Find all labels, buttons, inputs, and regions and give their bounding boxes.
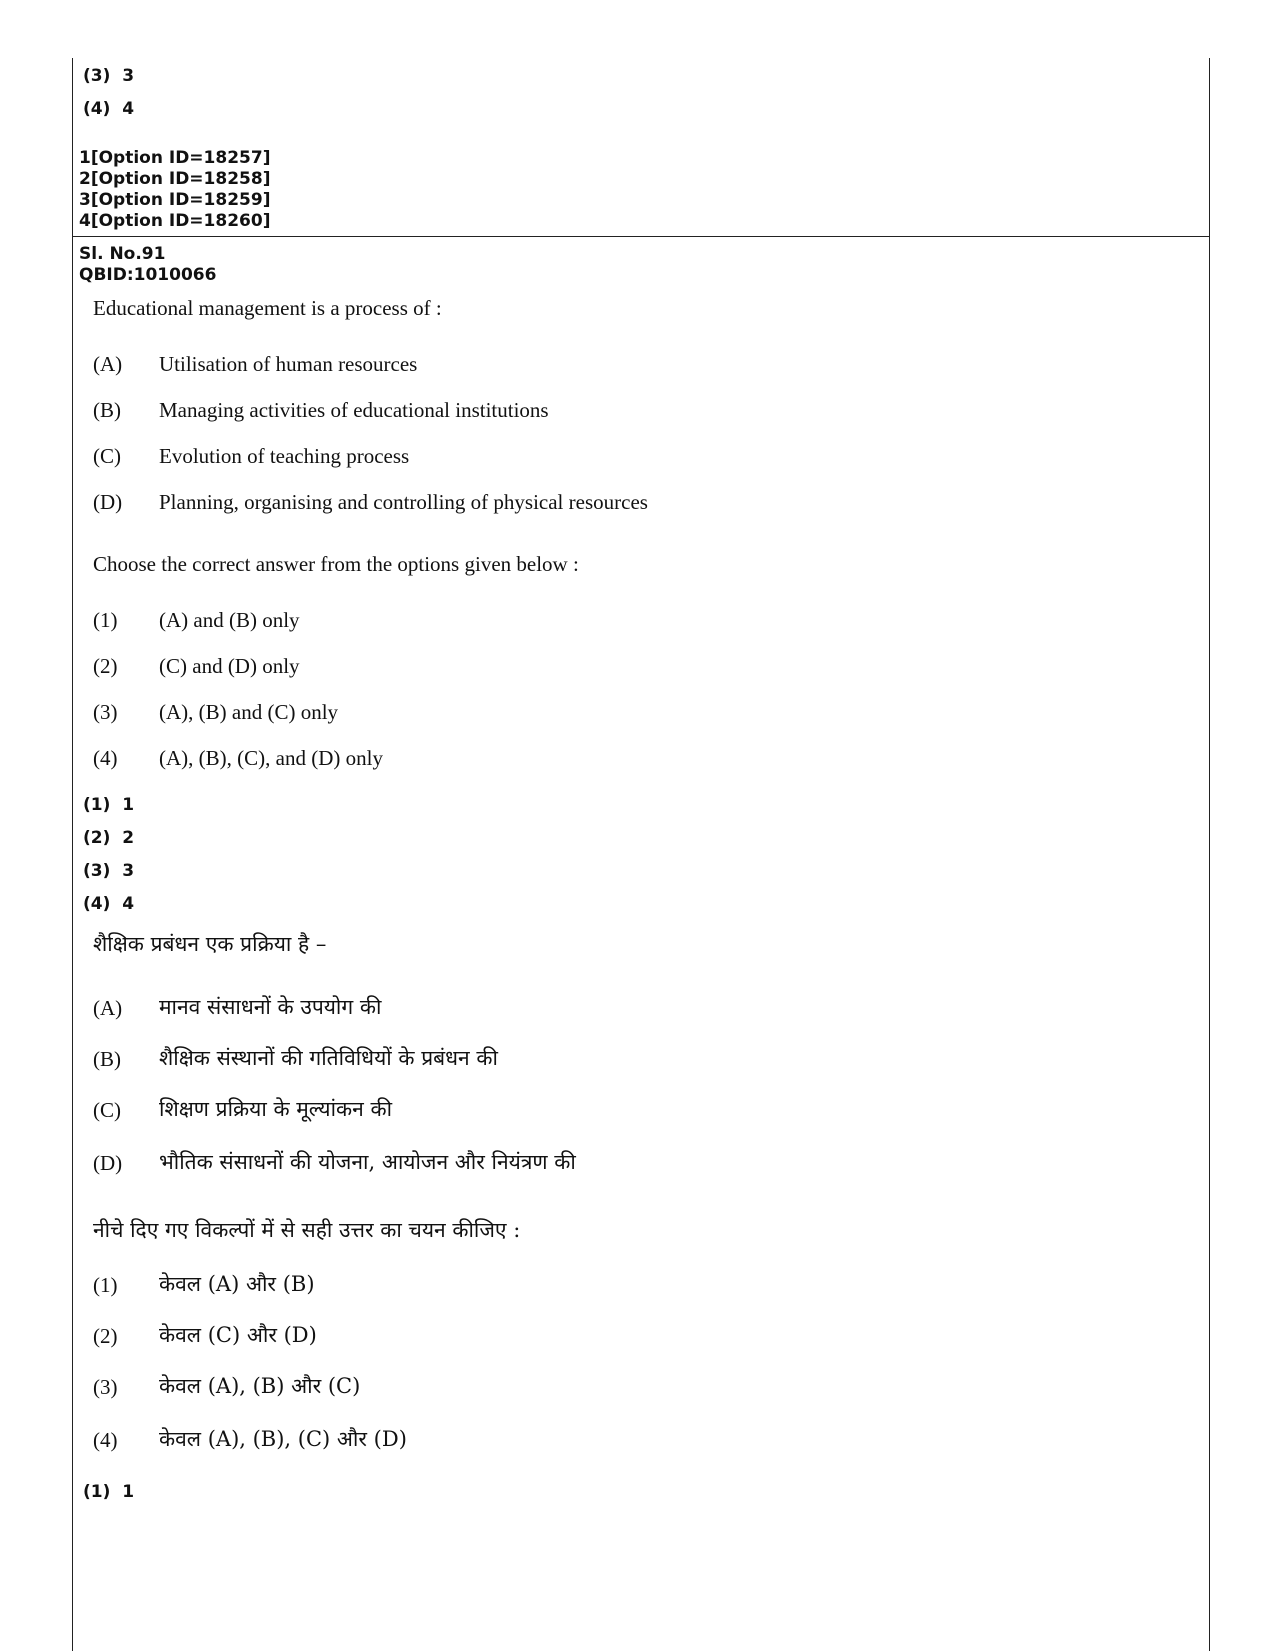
question-bank-id: QBID:1010066 — [79, 265, 217, 285]
hindi-statement-text-b: शैक्षिक संस्थानों की गतिविधियों के प्रबंधन की — [159, 1046, 498, 1070]
hindi-choice-label-4: (4) — [93, 1428, 118, 1452]
answer-option-4 — [83, 894, 134, 914]
hindi-statement-label-a: (A) — [93, 996, 123, 1020]
answer-value: 4 — [122, 99, 135, 119]
choice-label-2: (2) — [93, 654, 118, 678]
answer-label: (3) — [83, 66, 111, 86]
option-id-2: 2[Option ID=18258] — [79, 169, 271, 189]
statement-label-c: (C) — [93, 444, 121, 468]
choice-text-3: (A), (B) and (C) only — [159, 700, 339, 724]
hindi-statement-text-a: मानव संसाधनों के उपयोग की — [159, 995, 382, 1019]
statement-label-d: (D) — [93, 490, 123, 514]
answer-label: (4) — [83, 99, 111, 119]
answer-label: (1) — [83, 1482, 111, 1502]
answer-value: 3 — [122, 66, 135, 86]
question-divider — [73, 236, 1209, 237]
hindi-statement-label-d: (D) — [93, 1151, 123, 1175]
choose-instruction-english: Choose the correct answer from the options given below : — [93, 552, 579, 576]
answer-value: 3 — [122, 861, 135, 881]
hindi-choice-text-1: केवल (A) और (B) — [159, 1272, 315, 1296]
hindi-choice-label-1: (1) — [93, 1273, 118, 1297]
hindi-choice-text-3: केवल (A), (B) और (C) — [159, 1374, 361, 1398]
question-text-english: Educational management is a process of : — [93, 296, 442, 320]
choice-label-4: (4) — [93, 746, 118, 770]
answer-option-1 — [83, 795, 134, 815]
answer-value: 1 — [122, 795, 135, 815]
hindi-choice-text-2: केवल (C) और (D) — [159, 1323, 317, 1347]
choose-instruction-hindi: नीचे दिए गए विकल्पों में से सही उत्तर का चयन कीजिए : — [93, 1218, 521, 1242]
question-page-frame — [72, 58, 1210, 1651]
choice-text-1: (A) and (B) only — [159, 608, 300, 632]
answer-option-4 — [83, 99, 134, 119]
option-id-3: 3[Option ID=18259] — [79, 190, 271, 210]
answer-option-3 — [83, 861, 134, 881]
question-text-hindi: शैक्षिक प्रबंधन एक प्रक्रिया है – — [93, 932, 327, 956]
answer-value: 2 — [122, 828, 135, 848]
hindi-statement-text-c: शिक्षण प्रक्रिया के मूल्यांकन की — [159, 1097, 393, 1121]
answer-value: 4 — [122, 894, 135, 914]
answer-label: (4) — [83, 894, 111, 914]
statement-text-c: Evolution of teaching process — [159, 444, 410, 468]
hindi-statement-label-c: (C) — [93, 1098, 121, 1122]
statement-text-d: Planning, organising and controlling of physical resources — [159, 490, 648, 514]
answer-option-3 — [83, 66, 134, 86]
statement-label-a: (A) — [93, 352, 123, 376]
answer-option-1 — [83, 1482, 134, 1502]
answer-label: (3) — [83, 861, 111, 881]
serial-number: Sl. No.91 — [79, 244, 166, 264]
option-id-4: 4[Option ID=18260] — [79, 211, 271, 231]
statement-label-b: (B) — [93, 398, 121, 422]
statement-text-a: Utilisation of human resources — [159, 352, 418, 376]
hindi-statement-label-b: (B) — [93, 1047, 121, 1071]
answer-value: 1 — [122, 1482, 135, 1502]
option-id-1: 1[Option ID=18257] — [79, 148, 271, 168]
hindi-choice-label-2: (2) — [93, 1324, 118, 1348]
choice-text-2: (C) and (D) only — [159, 654, 300, 678]
answer-option-2 — [83, 828, 134, 848]
answer-label: (1) — [83, 795, 111, 815]
hindi-statement-text-d: भौतिक संसाधनों की योजना, आयोजन और नियंत्रण की — [159, 1150, 576, 1174]
hindi-choice-text-4: केवल (A), (B), (C) और (D) — [159, 1427, 407, 1451]
answer-label: (2) — [83, 828, 111, 848]
choice-label-1: (1) — [93, 608, 118, 632]
hindi-choice-label-3: (3) — [93, 1375, 118, 1399]
choice-label-3: (3) — [93, 700, 118, 724]
choice-text-4: (A), (B), (C), and (D) only — [159, 746, 383, 770]
statement-text-b: Managing activities of educational institutions — [159, 398, 549, 422]
